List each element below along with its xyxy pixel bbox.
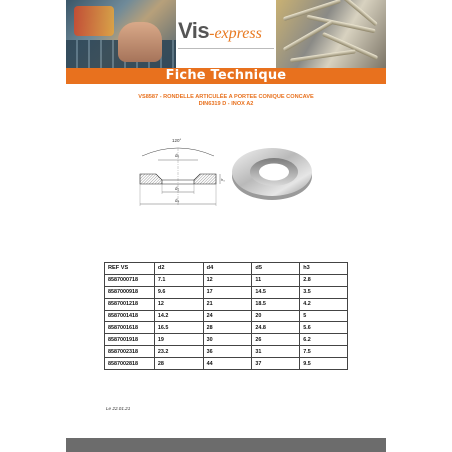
header-h3: h3 xyxy=(300,263,348,275)
cell-ref: 8587002318 xyxy=(105,346,155,358)
technical-drawing xyxy=(128,134,228,214)
cell-d2: 16.5 xyxy=(154,322,203,334)
cell-d2: 9.6 xyxy=(154,286,203,298)
cell-d5: 14.5 xyxy=(252,286,300,298)
cell-ref: 8587002818 xyxy=(105,358,155,370)
table-row xyxy=(105,298,348,310)
hatch-left xyxy=(140,174,162,184)
table-row xyxy=(105,322,348,334)
table-header-row xyxy=(105,263,348,275)
cell-d5: 31 xyxy=(252,346,300,358)
cell-d2: 19 xyxy=(154,334,203,346)
cell-h3: 2.8 xyxy=(300,274,348,286)
cell-d5: 24.8 xyxy=(252,322,300,334)
cell-d5: 26 xyxy=(252,334,300,346)
cell-d4: 28 xyxy=(203,322,252,334)
cell-h3: 9.5 xyxy=(300,358,348,370)
footer-bar xyxy=(66,438,386,452)
cell-ref: 8587001418 xyxy=(105,310,155,322)
cell-h3: 7.5 xyxy=(300,346,348,358)
angle-label: 120° xyxy=(172,138,182,143)
cell-d4: 17 xyxy=(203,286,252,298)
dimensions-table xyxy=(104,262,348,370)
d5-label: d₅ xyxy=(175,153,180,158)
vis-express-logo xyxy=(178,18,274,48)
cell-ref: 8587000918 xyxy=(105,286,155,298)
cell-d4: 36 xyxy=(203,346,252,358)
cell-d5: 11 xyxy=(252,274,300,286)
header-d2: d2 xyxy=(154,263,203,275)
cell-d5: 18.5 xyxy=(252,298,300,310)
cell-d5: 20 xyxy=(252,310,300,322)
cell-ref: 8587000718 xyxy=(105,274,155,286)
table-row xyxy=(105,286,348,298)
d2-label: d₂ xyxy=(175,186,180,191)
tools-photo xyxy=(66,0,176,68)
cell-h3: 5 xyxy=(300,310,348,322)
cell-d4: 12 xyxy=(203,274,252,286)
washer-product-image xyxy=(230,144,314,202)
logo-vis-text: Vis xyxy=(178,18,210,43)
table-row xyxy=(105,274,348,286)
cell-h3: 6.2 xyxy=(300,334,348,346)
cell-d2: 28 xyxy=(154,358,203,370)
h3-label: h₃ xyxy=(221,178,225,182)
cell-d4: 24 xyxy=(203,310,252,322)
header xyxy=(66,0,386,68)
product-title: VS8587 - RONDELLE ARTICULÉE A PORTEE CONIQUE CONCAVE xyxy=(138,94,314,100)
cell-d2: 12 xyxy=(154,298,203,310)
cell-h3: 3.5 xyxy=(300,286,348,298)
cell-h3: 5.6 xyxy=(300,322,348,334)
cell-h3: 4.2 xyxy=(300,298,348,310)
table-row xyxy=(105,310,348,322)
header-ref: REF VS xyxy=(105,263,155,275)
cell-d5: 37 xyxy=(252,358,300,370)
cell-d2: 7.1 xyxy=(154,274,203,286)
cell-d4: 44 xyxy=(203,358,252,370)
cell-d2: 23.2 xyxy=(154,346,203,358)
cell-d4: 21 xyxy=(203,298,252,310)
cell-d2: 14.2 xyxy=(154,310,203,322)
cell-ref: 8587001618 xyxy=(105,322,155,334)
d4-label: d₄ xyxy=(175,198,180,203)
fiche-technique-banner xyxy=(66,68,386,84)
table-row xyxy=(105,358,348,370)
cell-ref: 8587001218 xyxy=(105,298,155,310)
screws-photo xyxy=(276,0,386,68)
table-row xyxy=(105,334,348,346)
cell-d4: 30 xyxy=(203,334,252,346)
hatch-right xyxy=(194,174,216,184)
product-norm: DIN6319 D - INOX A2 xyxy=(198,101,254,107)
document-date: Le 22.01.21 xyxy=(106,406,131,411)
table-row xyxy=(105,346,348,358)
header-d4: d4 xyxy=(203,263,252,275)
banner-title: Fiche Technique xyxy=(165,68,287,83)
cell-ref: 8587001918 xyxy=(105,334,155,346)
logo-express-text: -express xyxy=(209,25,262,42)
header-d5: d5 xyxy=(252,263,300,275)
